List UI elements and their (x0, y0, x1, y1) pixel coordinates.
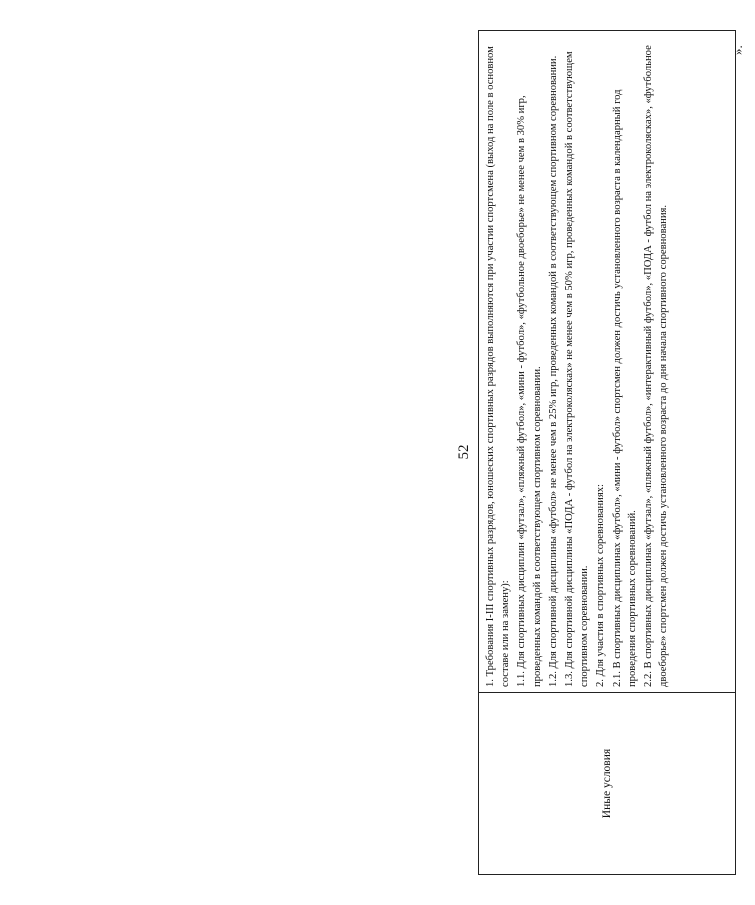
paragraph-1-2: 1.2. Для спортивной дисциплины «футбол» не менее чем в 25% игр, проведенных командой в соответствующем спортивном соревновании. (547, 55, 559, 687)
closing-quote-mark: ». (730, 45, 745, 55)
paragraph-2: 2. Для участия в спортивных соревнованиях: (595, 484, 607, 687)
table-label-cell (479, 692, 735, 874)
paragraph-1-1: 1.1. Для спортивных дисциплин «футзал», «пляжный футбол», «мини - футбол», «футбольное двоеборье» не менее чем в 30% игр, проведенных командой в соответствующем спортивном соревновании. (516, 95, 543, 687)
page-number: 52 (456, 444, 472, 460)
paragraph-2-1: 2.1. В спортивных дисциплинах «футбол», «мини - футбол» спортсмен должен достичь установленного возраста в календарный год проведения спортивных соревнований. (611, 89, 638, 687)
table-content-cell (479, 31, 735, 692)
conditions-table (478, 30, 736, 875)
paragraph-1-3: 1.3. Для спортивной дисциплины «ПОДА - футбол на электроколясках» не менее чем в 50% игр, проведенных командой в соответствующем спортивном соревновании. (564, 51, 591, 687)
rotated-content (455, 30, 755, 875)
paragraph-1: 1. Требования I-III спортивных разрядов, юношеских спортивных разрядов выполняются при участии спортсмена (выход на поле в основном составе или на замену): (485, 46, 512, 687)
table-label: Иные условия (601, 748, 613, 819)
paragraph-2-2: 2.2. В спортивных дисциплинах «футзал», «пляжный футбол», «интерактивный футбол», «ПОДА - футбол на электроколясках», «футбольное двоеборье» спортсмен должен достичь установленного возраста до дня начала спортивного соревнования. (643, 45, 670, 687)
